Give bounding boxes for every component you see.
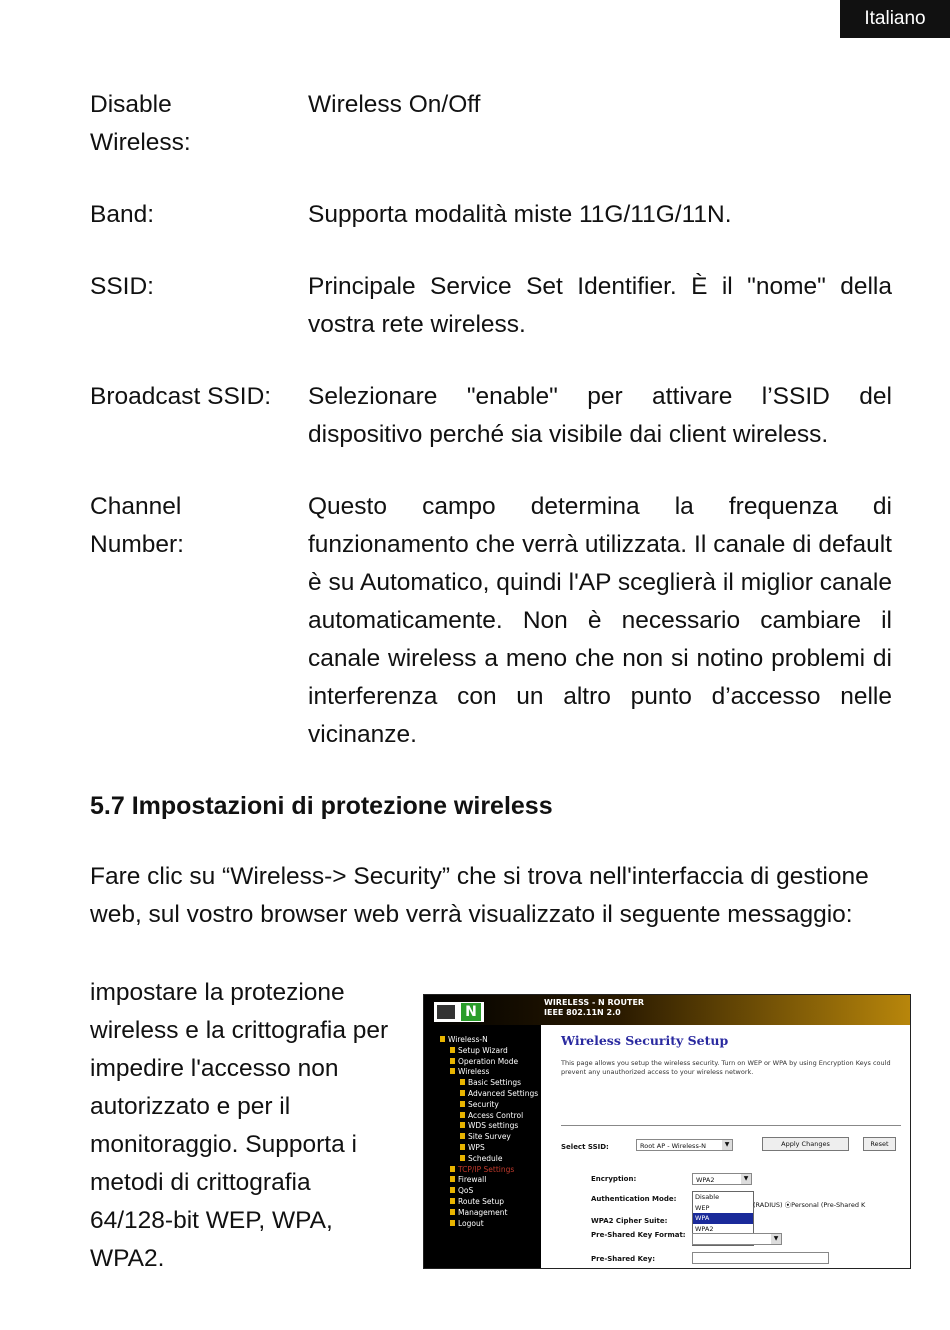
nav-item-label: Security	[468, 1099, 499, 1109]
psk-format-label: Pre-Shared Key Format:	[591, 1231, 686, 1239]
chevron-down-icon: ▼	[722, 1140, 732, 1150]
nav-item[interactable]	[424, 1132, 541, 1143]
folder-icon	[450, 1176, 455, 1182]
side-paragraph: impostare la protezione wireless e la crittografia per impedire l'accesso non autorizzato e per il monitoraggio. Supporta i metodi di crittografia 64/128-bit WEP, WPA, WPA2.	[90, 979, 389, 1272]
chevron-down-icon: ▼	[741, 1174, 751, 1184]
encryption-dropdown[interactable]	[692, 1173, 752, 1185]
nav-item[interactable]	[424, 1121, 541, 1132]
product-line-2: IEEE 802.11N 2.0	[544, 1008, 621, 1017]
encryption-option[interactable]: WPA2	[695, 1224, 714, 1233]
product-line-1: WIRELESS - N ROUTER	[544, 998, 645, 1007]
encryption-option[interactable]: Disable	[695, 1193, 720, 1201]
nav-item-label: QoS	[458, 1186, 474, 1196]
router-screenshot	[423, 994, 911, 1269]
router-header	[424, 995, 910, 1025]
nav-item-label: TCP/IP Settings	[458, 1164, 515, 1174]
definition-desc: Wireless On/Off	[308, 91, 481, 118]
definition-desc: Selezionare "enable" per attivare l’SSID del dispositivo perché sia visibile dai client wireless.	[308, 383, 892, 448]
definition-term: Channel Number:	[90, 493, 184, 558]
psk-label: Pre-Shared Key:	[591, 1255, 656, 1263]
nav-item-label: WPS	[468, 1142, 485, 1152]
logo-letter: N	[461, 1003, 481, 1021]
folder-icon	[450, 1047, 455, 1053]
auth-mode-label: Authentication Mode:	[591, 1195, 677, 1203]
divider	[561, 1125, 901, 1126]
folder-icon	[460, 1155, 465, 1161]
nav-item[interactable]	[424, 1219, 541, 1230]
psk-input[interactable]	[692, 1252, 829, 1264]
nav-item-label: Schedule	[468, 1153, 503, 1163]
folder-icon	[460, 1090, 465, 1096]
nav-item[interactable]	[424, 1057, 541, 1068]
encryption-option[interactable]: WEP	[695, 1203, 710, 1212]
nav-item[interactable]	[424, 1089, 541, 1100]
nav-item[interactable]	[424, 1046, 541, 1057]
nav-item[interactable]	[424, 1035, 541, 1046]
nav-item[interactable]	[424, 1111, 541, 1122]
nav-item[interactable]	[424, 1154, 541, 1165]
language-tab: Italiano	[840, 0, 950, 38]
select-ssid-value: Root AP - Wireless-N	[640, 1142, 707, 1150]
definition-term: Disable Wireless:	[90, 91, 191, 156]
definition-desc: Questo campo determina la frequenza di funzionamento che verrà utilizzata. Il canale di default è su Automatico, quindi l'AP sceglierà il miglior canale automaticamente. Non è necessario cambiare il canale wireless a meno che non si notino problemi di interferenza con un altro punto d’accesso nelle vicinanze.	[308, 493, 892, 748]
apply-changes-button[interactable]: Apply Changes	[762, 1137, 849, 1151]
folder-icon	[460, 1122, 465, 1128]
folder-icon	[460, 1133, 465, 1139]
router-main	[541, 1025, 910, 1268]
nav-item-label: Basic Settings	[468, 1078, 522, 1088]
folder-icon	[450, 1198, 455, 1204]
cipher-suite-label: WPA2 Cipher Suite:	[591, 1217, 668, 1225]
encryption-value: WPA2	[696, 1176, 715, 1184]
router-logo	[434, 1002, 484, 1022]
definition-term: SSID:	[90, 273, 154, 300]
intro-paragraph: Fare clic su “Wireless-> Security” che si trova nell'interfaccia di gestione web, sul vostro browser web verrà visualizzato il seguente messaggio:	[90, 863, 869, 928]
folder-icon	[450, 1166, 455, 1172]
encryption-option[interactable]: WPA	[693, 1213, 753, 1224]
folder-icon	[450, 1187, 455, 1193]
folder-icon	[450, 1209, 455, 1215]
router-nav	[424, 1025, 541, 1268]
product-name	[544, 998, 644, 1018]
security-description: This page allows you setup the wireless security. Turn on WEP or WPA by using Encryption Keys could prevent any unauthorized access to your wireless network.	[561, 1059, 891, 1076]
nav-item-label: Logout	[458, 1218, 484, 1228]
select-ssid-label: Select SSID:	[561, 1143, 609, 1151]
nav-item[interactable]	[424, 1100, 541, 1111]
nav-item-label: Access Control	[468, 1110, 524, 1120]
folder-icon	[440, 1036, 445, 1042]
nav-item[interactable]	[424, 1175, 541, 1186]
nav-item-label: WDS settings	[468, 1121, 519, 1131]
section-heading: 5.7 Impostazioni di protezione wireless	[90, 792, 553, 820]
nav-list	[424, 1035, 541, 1229]
nav-item[interactable]	[424, 1143, 541, 1154]
nav-item[interactable]	[424, 1186, 541, 1197]
nav-item-label: Advanced Settings	[468, 1088, 539, 1098]
nav-item-label: Setup Wizard	[458, 1045, 508, 1055]
auth-mode-options[interactable]: (RADIUS) ⦿Personal (Pre-Shared K	[753, 1201, 866, 1209]
definition-term: Band:	[90, 201, 155, 228]
definition-term: Broadcast SSID:	[90, 383, 272, 410]
folder-icon	[460, 1144, 465, 1150]
nav-item-label: Wireless	[458, 1067, 490, 1077]
folder-icon	[450, 1068, 455, 1074]
folder-icon	[460, 1101, 465, 1107]
nav-item-label: Operation Mode	[458, 1056, 519, 1066]
reset-button[interactable]: Reset	[863, 1137, 896, 1151]
nav-item-label: Management	[458, 1207, 508, 1217]
nav-item-label: Firewall	[458, 1175, 487, 1185]
nav-item[interactable]	[424, 1165, 541, 1176]
security-title: Wireless Security Setup	[561, 1033, 729, 1048]
chevron-down-icon: ▼	[771, 1234, 781, 1244]
folder-icon	[450, 1058, 455, 1064]
folder-icon	[460, 1079, 465, 1085]
nav-item[interactable]	[424, 1067, 541, 1078]
router-icon	[437, 1005, 455, 1019]
select-ssid-dropdown[interactable]	[636, 1139, 733, 1151]
nav-item-label: Wireless-N	[448, 1035, 488, 1044]
psk-format-dropdown[interactable]	[692, 1233, 782, 1245]
nav-item-label: Route Setup	[458, 1196, 504, 1206]
encryption-label: Encryption:	[591, 1175, 637, 1183]
folder-icon	[460, 1112, 465, 1118]
folder-icon	[450, 1220, 455, 1226]
nav-item-label: Site Survey	[468, 1132, 511, 1142]
nav-item[interactable]	[424, 1197, 541, 1208]
definition-desc: Supporta modalità miste 11G/11G/11N.	[308, 201, 732, 228]
nav-item[interactable]	[424, 1078, 541, 1089]
definition-desc: Principale Service Set Identifier. È il "nome" della vostra rete wireless.	[308, 273, 892, 338]
nav-item[interactable]	[424, 1208, 541, 1219]
